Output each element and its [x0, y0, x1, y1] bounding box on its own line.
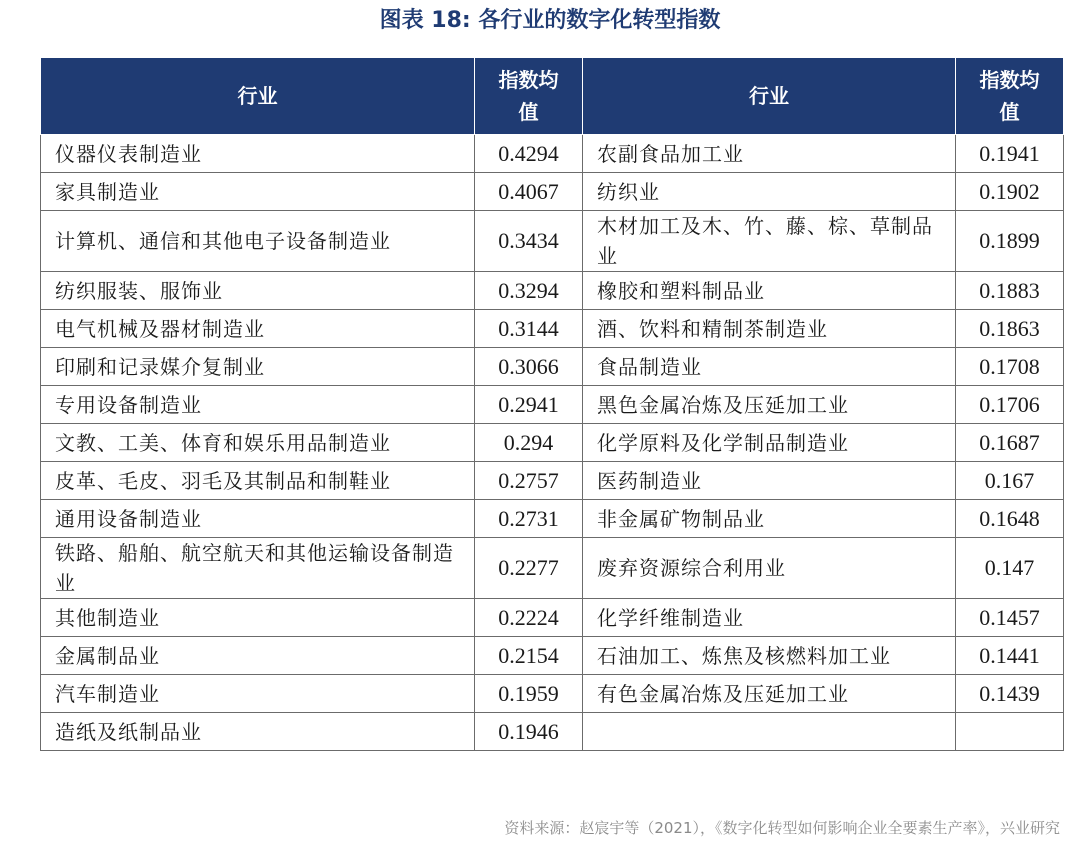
left-value-cell: 0.2941 — [475, 386, 583, 424]
right-industry-cell: 化学原料及化学制品制造业 — [583, 424, 956, 462]
left-value-cell: 0.3294 — [475, 272, 583, 310]
table-body — [41, 135, 1064, 751]
left-industry-cell: 印刷和记录媒介复制业 — [41, 348, 475, 386]
header-row — [41, 58, 1064, 135]
figure-title: 图表 18: 各行业的数字化转型指数 — [379, 8, 721, 33]
left-value-cell: 0.2224 — [475, 599, 583, 637]
left-industry-cell: 金属制品业 — [41, 637, 475, 675]
table-row — [41, 135, 1064, 173]
left-value-cell: 0.294 — [475, 424, 583, 462]
left-value-cell: 0.3434 — [475, 211, 583, 272]
left-value-cell: 0.2757 — [475, 462, 583, 500]
right-industry-cell: 有色金属冶炼及压延加工业 — [583, 675, 956, 713]
left-value-cell: 0.1946 — [475, 713, 583, 751]
left-industry-cell: 文教、工美、体育和娱乐用品制造业 — [41, 424, 475, 462]
table-row — [41, 599, 1064, 637]
header-value-left: 指数均值 — [475, 58, 583, 135]
left-value-cell: 0.4294 — [475, 135, 583, 173]
table-row — [41, 272, 1064, 310]
right-value-cell: 0.1648 — [956, 500, 1064, 538]
right-industry-cell: 非金属矿物制品业 — [583, 500, 956, 538]
right-industry-cell: 纺织业 — [583, 173, 956, 211]
table-row — [41, 637, 1064, 675]
left-industry-cell: 纺织服装、服饰业 — [41, 272, 475, 310]
left-value-cell: 0.4067 — [475, 173, 583, 211]
right-value-cell: 0.1708 — [956, 348, 1064, 386]
left-value-cell: 0.2731 — [475, 500, 583, 538]
table-row — [41, 462, 1064, 500]
table-row — [41, 348, 1064, 386]
left-industry-cell: 铁路、船舶、航空航天和其他运输设备制造业 — [41, 538, 475, 599]
left-industry-cell: 计算机、通信和其他电子设备制造业 — [41, 211, 475, 272]
right-industry-cell: 农副食品加工业 — [583, 135, 956, 173]
right-value-cell: 0.1687 — [956, 424, 1064, 462]
table-row — [41, 713, 1064, 751]
right-value-cell: 0.1457 — [956, 599, 1064, 637]
left-industry-cell: 汽车制造业 — [41, 675, 475, 713]
left-value-cell: 0.1959 — [475, 675, 583, 713]
left-value-cell: 0.3144 — [475, 310, 583, 348]
left-industry-cell: 仪器仪表制造业 — [41, 135, 475, 173]
right-industry-cell — [583, 713, 956, 751]
left-industry-cell: 其他制造业 — [41, 599, 475, 637]
right-industry-cell: 酒、饮料和精制茶制造业 — [583, 310, 956, 348]
header-value-right: 指数均值 — [956, 58, 1064, 135]
right-industry-cell: 化学纤维制造业 — [583, 599, 956, 637]
table-row — [41, 538, 1064, 599]
right-value-cell: 0.1883 — [956, 272, 1064, 310]
left-industry-cell: 家具制造业 — [41, 173, 475, 211]
right-industry-cell: 医药制造业 — [583, 462, 956, 500]
right-value-cell: 0.1706 — [956, 386, 1064, 424]
right-industry-cell: 木材加工及木、竹、藤、棕、草制品业 — [583, 211, 956, 272]
table-row — [41, 386, 1064, 424]
right-industry-cell: 食品制造业 — [583, 348, 956, 386]
left-industry-cell: 电气机械及器材制造业 — [41, 310, 475, 348]
right-industry-cell: 废弃资源综合利用业 — [583, 538, 956, 599]
table-row — [41, 310, 1064, 348]
right-value-cell — [956, 713, 1064, 751]
table-row — [41, 173, 1064, 211]
table-row — [41, 424, 1064, 462]
left-industry-cell: 造纸及纸制品业 — [41, 713, 475, 751]
left-value-cell: 0.2154 — [475, 637, 583, 675]
source-note: 资料来源：赵宸宇等（2021），《数字化转型如何影响企业全要素生产率》，兴业研究 — [504, 819, 1060, 837]
table-header — [41, 58, 1064, 135]
right-value-cell: 0.1439 — [956, 675, 1064, 713]
table-row — [41, 500, 1064, 538]
right-value-cell: 0.1902 — [956, 173, 1064, 211]
right-value-cell: 0.1863 — [956, 310, 1064, 348]
left-value-cell: 0.3066 — [475, 348, 583, 386]
left-industry-cell: 专用设备制造业 — [41, 386, 475, 424]
left-industry-cell: 通用设备制造业 — [41, 500, 475, 538]
right-value-cell: 0.1899 — [956, 211, 1064, 272]
table-row — [41, 211, 1064, 272]
right-value-cell: 0.1941 — [956, 135, 1064, 173]
left-value-cell: 0.2277 — [475, 538, 583, 599]
header-industry-right: 行业 — [583, 58, 956, 135]
header-industry-left: 行业 — [41, 58, 475, 135]
right-value-cell: 0.147 — [956, 538, 1064, 599]
table-row — [41, 675, 1064, 713]
right-industry-cell: 橡胶和塑料制品业 — [583, 272, 956, 310]
right-value-cell: 0.167 — [956, 462, 1064, 500]
right-value-cell: 0.1441 — [956, 637, 1064, 675]
right-industry-cell: 石油加工、炼焦及核燃料加工业 — [583, 637, 956, 675]
right-industry-cell: 黑色金属冶炼及压延加工业 — [583, 386, 956, 424]
industry-index-table — [40, 57, 1064, 751]
left-industry-cell: 皮革、毛皮、羽毛及其制品和制鞋业 — [41, 462, 475, 500]
